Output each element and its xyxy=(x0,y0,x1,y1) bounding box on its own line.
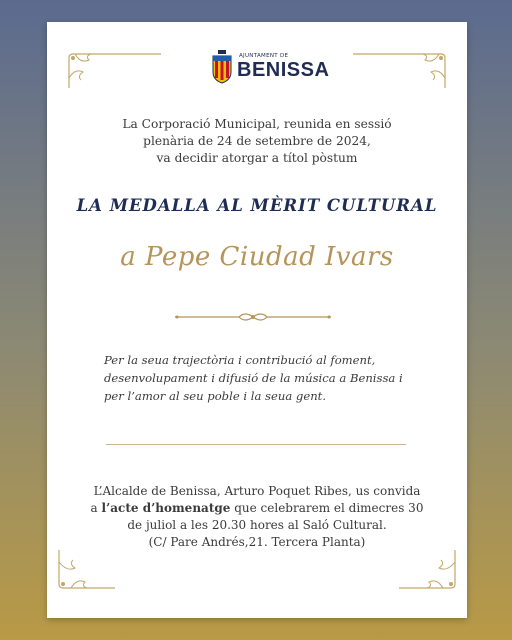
separator-line xyxy=(106,444,406,445)
invitation-card xyxy=(47,22,467,618)
benissa-logo xyxy=(211,48,330,88)
flourish-divider-icon xyxy=(173,310,333,324)
intro-text xyxy=(47,116,467,167)
reason-text xyxy=(104,351,411,405)
benissa-shield-icon xyxy=(211,48,233,84)
bottom-left-flourish-icon xyxy=(55,548,155,592)
reason-line-1: Per la seua trajectòria i contribució al foment, xyxy=(104,353,376,367)
top-right-flourish-icon xyxy=(349,50,449,92)
invitation-line-2 xyxy=(47,500,467,517)
venue-address: (C/ Pare Andrés,21. Tercera Planta) xyxy=(148,535,366,549)
logo-name: BENISSA xyxy=(237,59,330,81)
intro-line-2: plenària de 24 de setembre de 2024, xyxy=(143,134,371,148)
invitation-line-2-prefix: a xyxy=(90,501,102,515)
logo-subtitle: AJUNTAMENT DE xyxy=(239,53,289,59)
intro-line-1: La Corporació Municipal, reunida en sessió xyxy=(122,117,392,131)
top-left-flourish-icon xyxy=(65,50,165,92)
invitation-text xyxy=(47,483,467,551)
reason-line-2: desenvolupament i difusió de la música a Benissa i xyxy=(104,371,403,385)
invitation-line-3: de juliol a les 20.30 hores al Saló Cultural. xyxy=(127,518,387,532)
bottom-right-flourish-icon xyxy=(359,548,459,592)
event-name: l’acte d’homenatge xyxy=(101,501,231,515)
invitation-line-2-suffix: que celebrarem el dimecres 30 xyxy=(230,501,424,515)
award-title: LA MEDALLA AL MÈRIT CULTURAL xyxy=(76,196,438,215)
invitation-line-1: L’Alcalde de Benissa, Arturo Poquet Ribes, us convida xyxy=(93,484,421,498)
recipient-name: a Pepe Ciudad Ivars xyxy=(120,242,394,272)
intro-line-3: va decidir atorgar a títol pòstum xyxy=(156,151,358,165)
reason-line-3: per l’amor al seu poble i la seua gent. xyxy=(104,389,327,403)
